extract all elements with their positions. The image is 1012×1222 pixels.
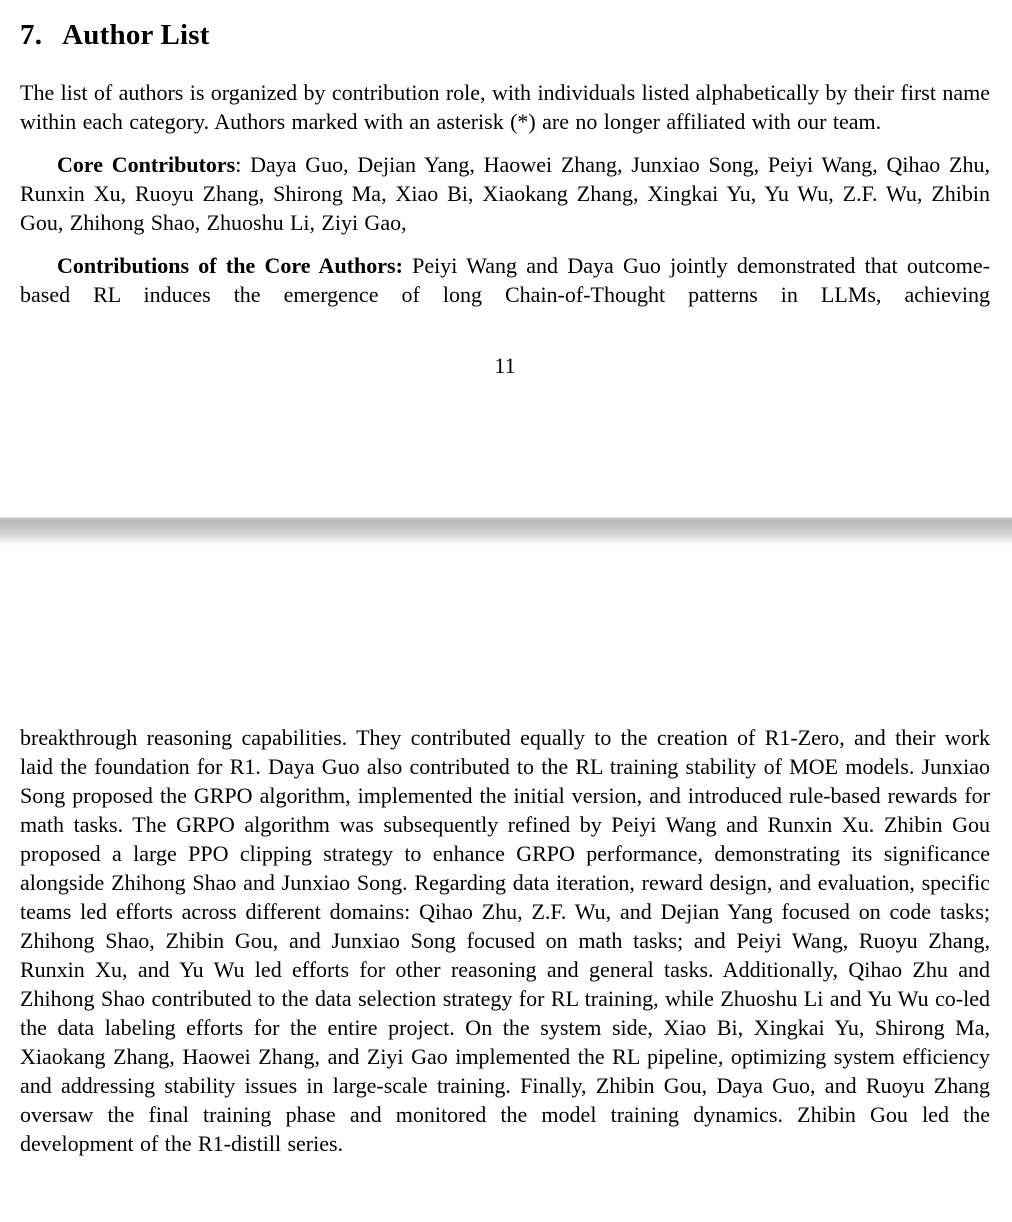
contributions-continuation-paragraph: breakthrough reasoning capabilities. They contributed equally to the creation of R1-Zero, and their work laid the foundation for R1. Daya Guo also contributed to the RL training stability of MOE models. Junxiao Song proposed the GRPO algorithm, implemented the initial version, and introduced rule-based rewards for math tasks. The GRPO algorithm was subsequently refined by Peiyi Wang and Runxin Xu. Zhibin Gou proposed a large PPO clipping strategy to enhance GRPO performance, demonstrating its significance alongside Zhihong Shao and Junxiao Song. Regarding data iteration, reward design, and evaluation, specific teams led efforts across different domains: Qihao Zhu, Z.F. Wu, and Dejian Yang focused on code tasks; Zhihong Shao, Zhibin Gou, and Junxiao Song focused on math tasks; and Peiyi Wang, Ruoyu Zhang, Runxin Xu, and Yu Wu led efforts for other reasoning and general tasks. Additionally, Qihao Zhu and Zhihong Shao contributed to the data selection strategy for RL training, while Zhuoshu Li and Yu Wu co-led the data labeling efforts for the entire project. On the system side, Xiao Bi, Xingkai Yu, Shirong Ma, Xiaokang Zhang, Haowei Zhang, and Ziyi Gao implemented the RL pipeline, optimizing system efficiency and addressing stability issues in large-scale training. Finally, Zhibin Gou, Daya Guo, and Ruoyu Zhang oversaw the final training phase and monitored the model training dynamics. Zhibin Gou led the development of the R1-distill series. [20,725,990,1156]
page-12-content [20,723,990,1158]
section-heading [20,18,990,52]
contributions-paragraph [20,251,990,309]
pdf-page-11 [0,0,1012,517]
author-list-intro-paragraph: The list of authors is organized by contribution role, with individuals listed alphabetically by their first name within each category. Authors marked with an asterisk (*) are no longer affiliated with our team. [20,80,990,134]
page-number: 11 [494,353,516,378]
section-title: Author List [62,19,210,51]
page-gap-shadow [0,517,1012,545]
contributions-label: Contributions of the Core Authors: [57,253,403,278]
core-contributors-names: : Daya Guo, Dejian Yang, Haowei Zhang, Junxiao Song, Peiyi Wang, Qihao Zhu, Runxin Xu, Ruoyu Zhang, Shirong Ma, Xiao Bi, Xiaokang Zhang, Xingkai Yu, Yu Wu, Z.F. Wu, Zhibin Gou, Zhihong Shao, Zhuoshu Li, Ziyi Gao, [20,152,990,235]
page-11-content [20,18,990,380]
pdf-page-12 [0,545,1012,1222]
section-number: 7. [20,19,43,51]
core-contributors-paragraph [20,150,990,237]
core-contributors-label: Core Contributors [57,152,236,177]
contributions-text: Peiyi Wang and Daya Guo jointly demonstrated that outcome-based RL induces the emergence of long Chain-of-Thought patterns in LLMs, achieving [20,253,990,307]
